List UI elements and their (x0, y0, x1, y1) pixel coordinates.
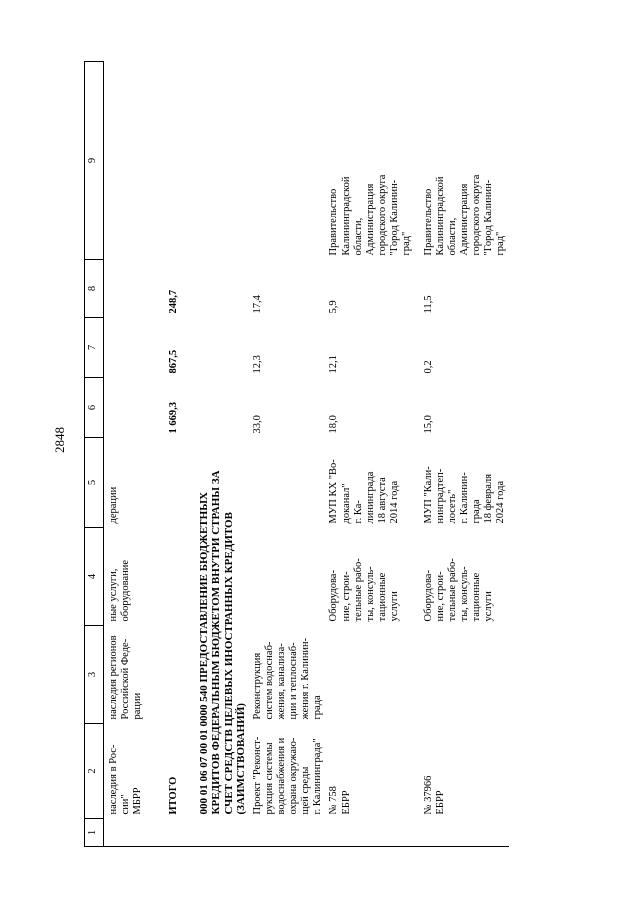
loan-col7: 12,1 (328, 355, 340, 374)
col-header-2: 2 (85, 724, 104, 819)
section-title: 000 01 06 07 00 01 0000 540 ПРЕДОСТАВЛЕНИЕ БЮДЖЕТНЫХ КРЕДИТОВ ФЕДЕРАЛЬНЫМ БЮДЖЕТОМ ВНУТРИ СТРАНЫ ЗА СЧЕТ СРЕДСТВ ЦЕЛЕВЫХ ИНОСТРАННЫХ КРЕДИТОВ (ЗАИМСТВОВАНИЙ) (197, 470, 248, 815)
loan-guarantor: Правительство Калининградской области, Администрация городского округа "Город Калинин- град" (328, 174, 412, 256)
col-header-1: 1 (85, 819, 104, 847)
col-header-9: 9 (85, 62, 104, 260)
project-col7: 12,3 (252, 355, 264, 374)
loan-guarantor: Правительство Калининградской области, Администрация городского округа "Город Калинин- град" (422, 174, 507, 256)
loan-row-37966 (421, 62, 509, 847)
total-col7: 867,5 (167, 349, 179, 374)
cell: наследия регионов Российской Феде- рации (108, 635, 144, 720)
project-purpose: Реконструкция систем водоснаб- жения, канализа- ции и теплоснаб- жения г. Калинин- града (252, 637, 324, 720)
loan-number: № 37966 ЕБРР (422, 775, 446, 815)
loan-row-758 (326, 62, 414, 847)
cell: дерации (108, 486, 119, 524)
loan-goods: Оборудова- ние, строи- тельные рабо- ты, консуль- тационные услуги (328, 558, 400, 622)
loan-number: № 758 ЕБРР (328, 786, 352, 815)
continuation-row (104, 62, 166, 847)
rotated-page (84, 62, 599, 847)
cell (104, 819, 166, 847)
credits-table (84, 61, 509, 847)
col-header-5: 5 (85, 438, 104, 528)
project-col8: 17,4 (252, 295, 264, 314)
header-row (85, 62, 104, 847)
project-col6: 33,0 (252, 415, 264, 434)
total-label: ИТОГО (167, 776, 179, 815)
total-col6: 1 669,3 (167, 402, 179, 434)
col-header-6: 6 (85, 378, 104, 438)
loan-goods: Оборудова- ние, строи- тельные рабо- ты, консуль- тационные услуги (422, 558, 495, 622)
col-header-4: 4 (85, 528, 104, 626)
loan-col8: 11,5 (422, 295, 434, 314)
loan-col7: 0,2 (422, 360, 434, 374)
col-header-7: 7 (85, 318, 104, 378)
loan-col8: 5,9 (328, 300, 340, 314)
col-header-3: 3 (85, 626, 104, 724)
project-row (250, 62, 326, 847)
section-title-row (196, 62, 251, 847)
loan-borrower: МУП "Кали- нинградтеп- лосеть" г. Калинин- града 18 февраля 2024 года (422, 466, 507, 524)
loan-col6: 15,0 (422, 415, 434, 434)
cell: наследия в Рос- сии" МБРР (108, 744, 144, 815)
loan-col6: 18,0 (328, 415, 340, 434)
col-header-8: 8 (85, 260, 104, 318)
project-name: Проект "Реконст- рукция системы водоснабжения и охрана окружаю- щей среды г. Калининграда" (252, 736, 324, 815)
total-row (166, 62, 196, 847)
page-number: 2848 (52, 427, 67, 453)
total-col8: 248,7 (167, 289, 179, 314)
cell: ные услуги, оборудование (108, 559, 132, 622)
loan-borrower: МУП КХ "Во- доканал" г. Ка- лининграда 18 августа 2014 года (328, 459, 400, 524)
